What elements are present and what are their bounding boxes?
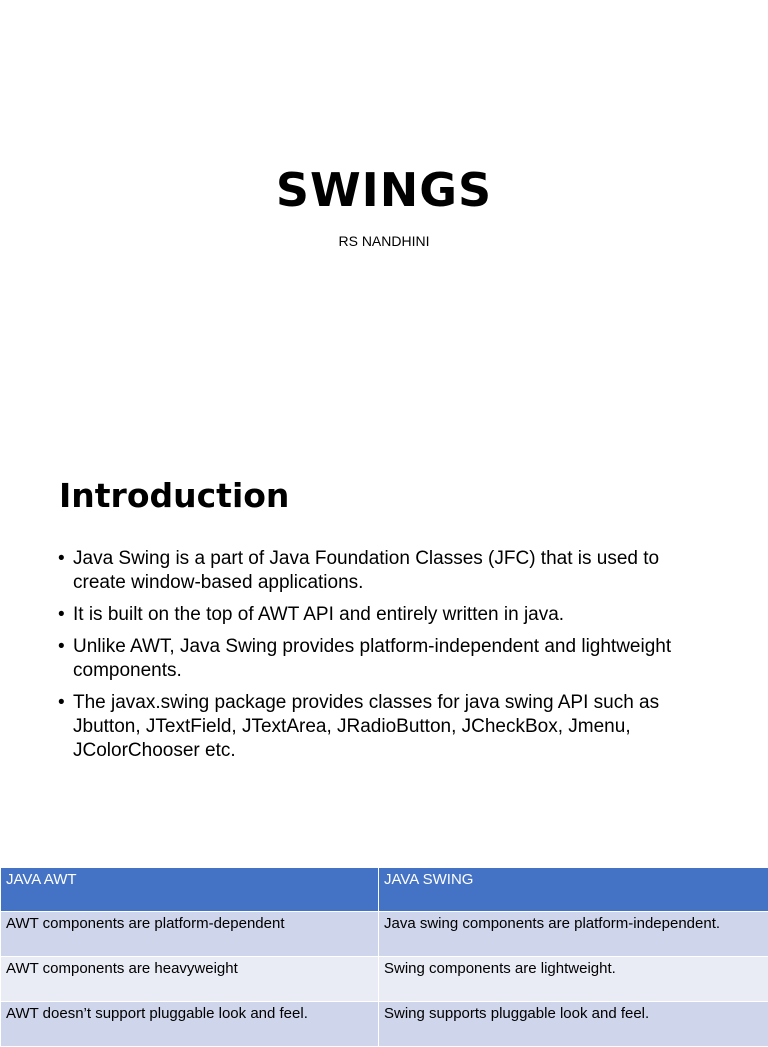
- table-row: [1, 1002, 768, 1047]
- bullet-dot-icon: •: [58, 691, 65, 715]
- column-header-swing: JAVA SWING: [379, 868, 768, 912]
- title-slide: [0, 0, 768, 432]
- table-cell-swing: Swing components are lightweight.: [379, 957, 768, 1002]
- bullet-text: Unlike AWT, Java Swing provides platform-independent and lightweight components.: [73, 636, 671, 681]
- bullet-dot-icon: •: [58, 635, 65, 659]
- table-row: [1, 912, 768, 957]
- table-row: [1, 957, 768, 1002]
- table-header-row: [1, 868, 768, 912]
- table-cell-awt: AWT components are heavyweight: [1, 957, 379, 1002]
- comparison-slide: [0, 832, 768, 1024]
- introduction-bullet-list: [58, 547, 708, 771]
- slide-subtitle: RS NANDHINI: [0, 231, 768, 251]
- bullet-item: [58, 547, 708, 595]
- introduction-heading: Introduction: [59, 476, 289, 516]
- bullet-item: [58, 691, 708, 763]
- introduction-slide: [0, 432, 768, 832]
- bullet-item: [58, 635, 708, 683]
- table-cell-swing: Swing supports pluggable look and feel.: [379, 1002, 768, 1047]
- column-header-awt: JAVA AWT: [1, 868, 379, 912]
- slide-title: SWINGS: [0, 160, 768, 220]
- bullet-text: It is built on the top of AWT API and entirely written in java.: [73, 604, 564, 625]
- table-cell-awt: AWT doesn’t support pluggable look and feel.: [1, 1002, 379, 1047]
- bullet-text: The javax.swing package provides classes for java swing API such as Jbutton, JTextField, JTextArea, JRadioButton, JCheckBox, Jmenu, JColorChooser etc.: [73, 692, 659, 761]
- bullet-item: [58, 603, 708, 627]
- bullet-dot-icon: •: [58, 603, 65, 627]
- table-cell-awt: AWT components are platform-dependent: [1, 912, 379, 957]
- bullet-dot-icon: •: [58, 547, 65, 571]
- bullet-text: Java Swing is a part of Java Foundation Classes (JFC) that is used to create window-based applications.: [73, 548, 659, 593]
- table-cell-swing: Java swing components are platform-independent.: [379, 912, 768, 957]
- awt-vs-swing-table: [0, 867, 768, 1047]
